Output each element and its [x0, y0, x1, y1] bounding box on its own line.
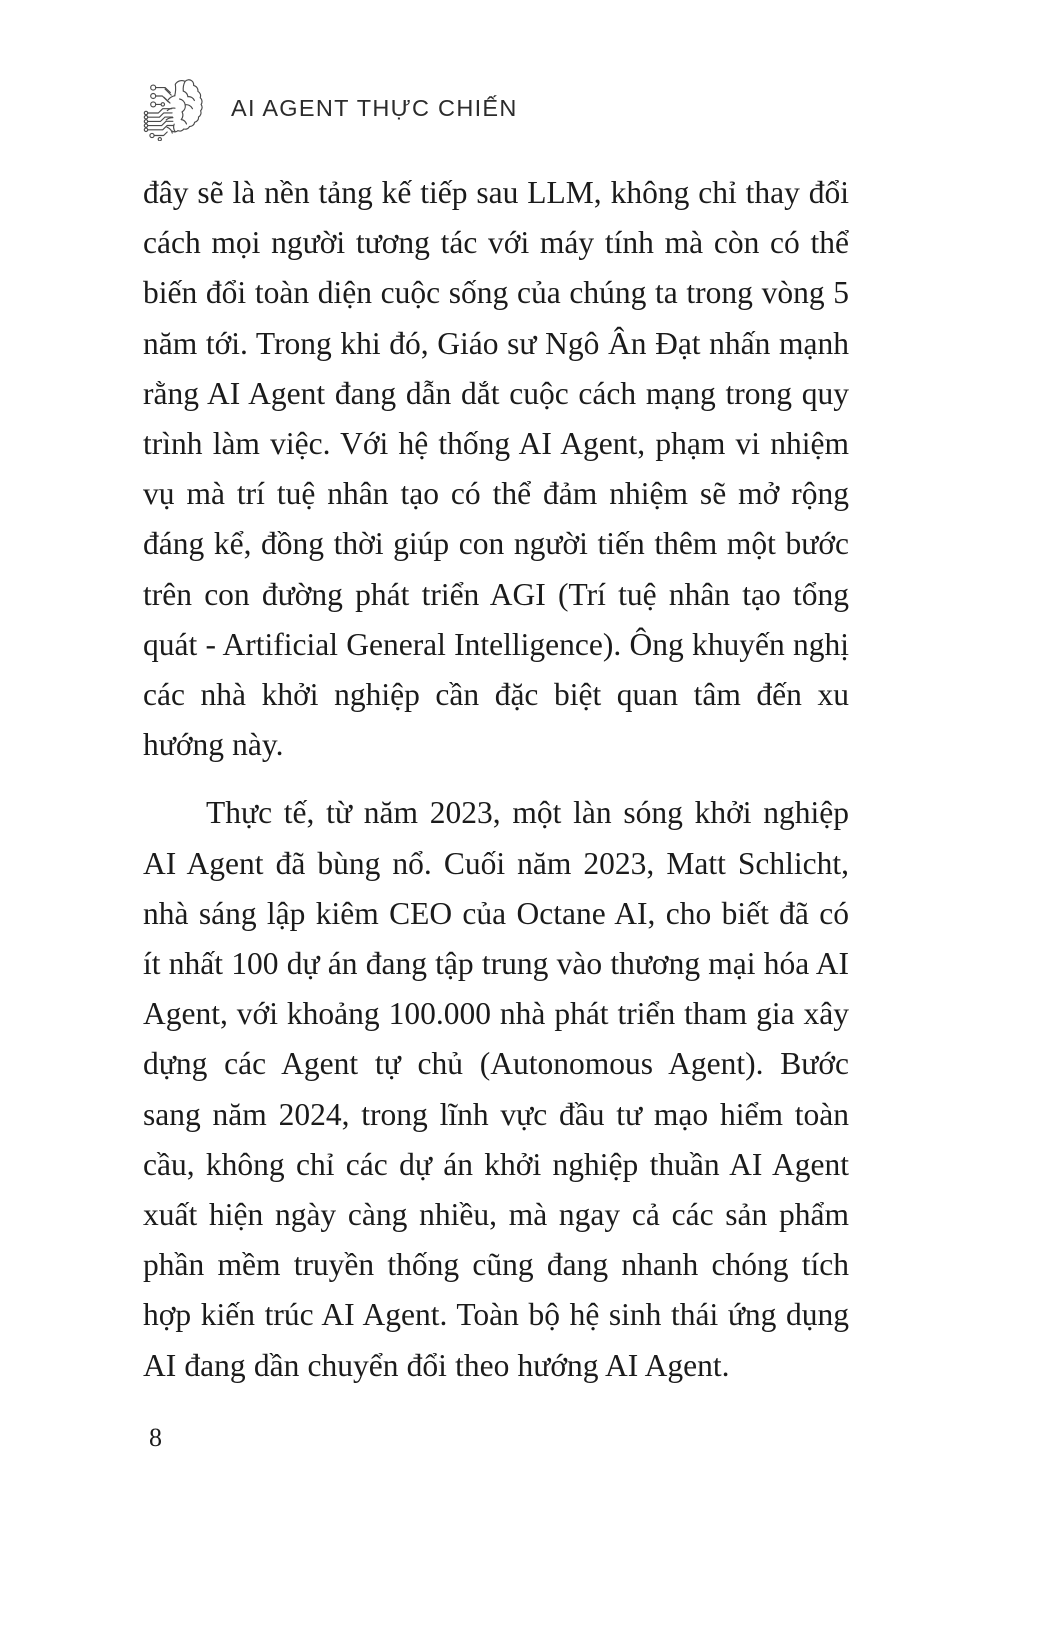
body-paragraph-1: đây sẽ là nền tảng kế tiếp sau LLM, không chỉ thay đổi cách mọi người tương tác với máy tính mà còn có thể biến đổi toàn diện cuộc sống của chúng ta trong vòng 5 năm tới. Trong khi đó, Giáo sư Ngô Ân Đạt nhấn mạnh rằng AI Agent đang dẫn dắt cuộc cách mạng trong quy trình làm việc. Với hệ thống AI Agent, phạm vi nhiệm vụ mà trí tuệ nhân tạo có thể đảm nhiệm sẽ mở rộng đáng kể, đồng thời giúp con người tiến thêm một bước trên con đường phát triển AGI (Trí tuệ nhân tạo tổng quát - Artificial General Intelligence). Ông khuyến nghị các nhà khởi nghiệp cần đặc biệt quan tâm đến xu hướng này.	[143, 175, 849, 763]
brain-circuit-icon	[143, 75, 205, 141]
text-column	[143, 168, 849, 1391]
running-header	[143, 72, 897, 144]
paragraph-spacer	[143, 770, 849, 788]
page-number: 8	[149, 1423, 162, 1452]
header-book-title: AI AGENT THỰC CHIẾN	[231, 94, 518, 121]
body-paragraph-2: Thực tế, từ năm 2023, một làn sóng khởi nghiệp AI Agent đã bùng nổ. Cuối năm 2023, Matt Schlicht, nhà sáng lập kiêm CEO của Octane AI, cho biết đã có ít nhất 100 dự án đang tập trung vào thương mại hóa AI Agent, với khoảng 100.000 nhà phát triển tham gia xây dựng các Agent tự chủ (Autonomous Agent). Bước sang năm 2024, trong lĩnh vực đầu tư mạo hiểm toàn cầu, không chỉ các dự án khởi nghiệp thuần AI Agent xuất hiện ngày càng nhiều, mà ngay cả các sản phẩm phần mềm truyền thống cũng đang nhanh chóng tích hợp kiến trúc AI Agent. Toàn bộ hệ sinh thái ứng dụng AI đang dần chuyển đổi theo hướng AI Agent.	[143, 795, 849, 1383]
